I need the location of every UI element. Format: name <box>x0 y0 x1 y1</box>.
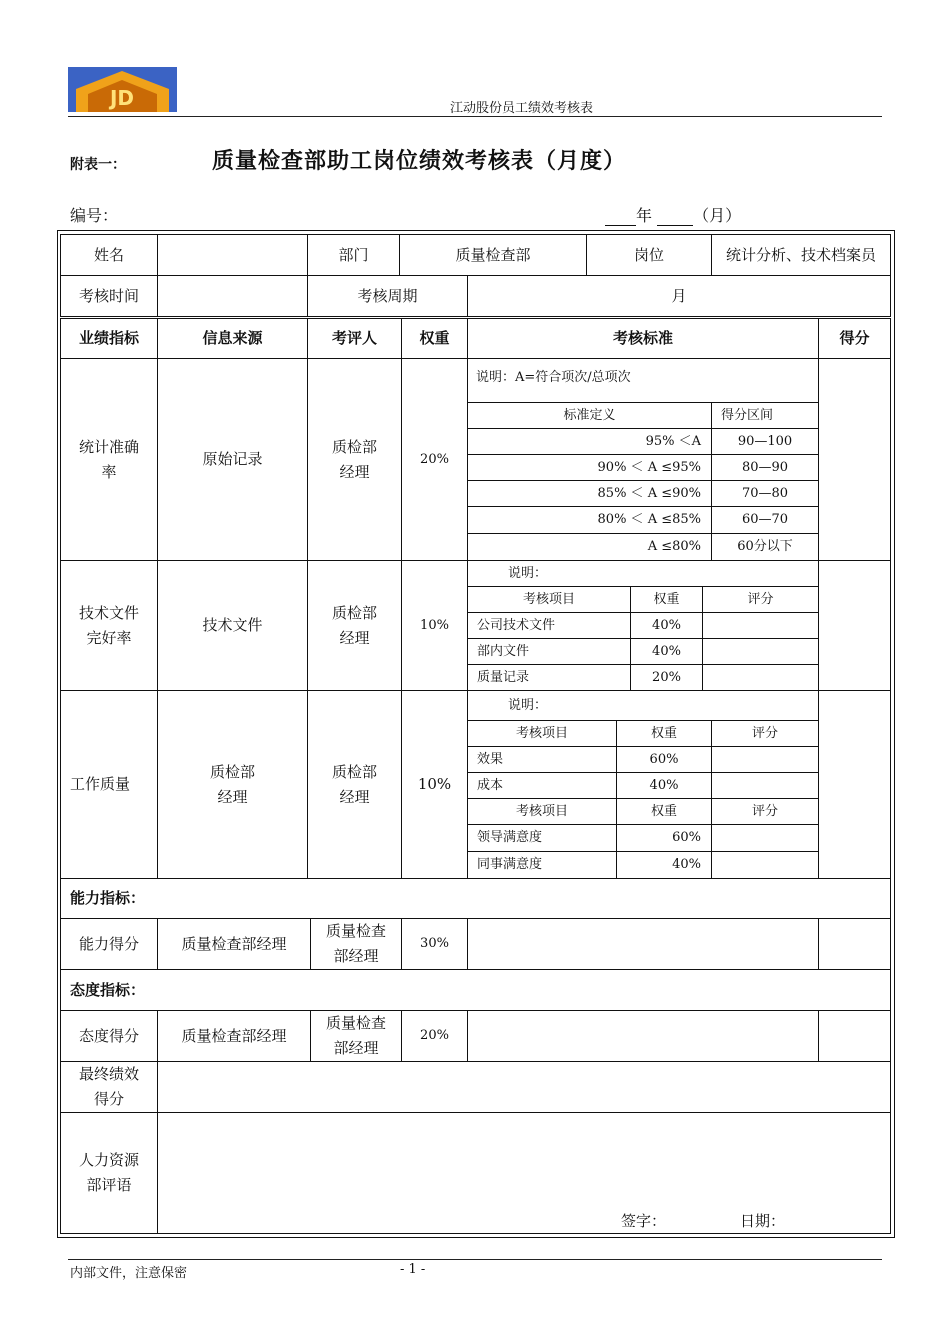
r2-score[interactable] <box>818 560 891 691</box>
ability-source: 质量检查部经理 <box>157 918 311 970</box>
r1-range-2: 80—90 <box>711 454 819 481</box>
r1-def-header: 标准定义 <box>467 402 712 429</box>
r3-weight-a-2: 40% <box>616 772 712 799</box>
r3-weight: 10% <box>401 690 468 879</box>
r3-source: 质检部经理 <box>157 690 308 879</box>
r3-h-rating-b: 评分 <box>711 798 819 825</box>
r2-item-1: 公司技术文件 <box>467 612 631 639</box>
cycle-label: 考核周期 <box>307 275 468 317</box>
header-rule <box>68 116 882 117</box>
r3-weight-a-1: 60% <box>616 746 712 773</box>
r2-weight-3: 20% <box>630 664 703 691</box>
r3-rating-b-1[interactable] <box>711 824 819 852</box>
final-score-value[interactable] <box>157 1061 891 1113</box>
r3-note: 说明： <box>467 690 819 721</box>
r3-h-weight-b: 权重 <box>616 798 712 825</box>
r3-item-a-1: 效果 <box>467 746 617 773</box>
r2-note: 说明： <box>467 560 819 587</box>
final-score-label: 最终绩效得分 <box>60 1061 158 1113</box>
attitude-source: 质量检查部经理 <box>157 1010 311 1062</box>
r2-rating-3[interactable] <box>702 664 819 691</box>
page-number: - 1 - <box>400 1262 426 1277</box>
attitude-section: 态度指标： <box>60 969 891 1011</box>
r2-rater: 质检部经理 <box>307 560 402 691</box>
hr-comment-label: 人力资源部评语 <box>60 1112 158 1234</box>
ability-score[interactable] <box>818 918 891 970</box>
ability-section: 能力指标： <box>60 878 891 919</box>
r3-h-item-b: 考核项目 <box>467 798 617 825</box>
post-label: 岗位 <box>586 234 712 276</box>
r1-range-3: 70—80 <box>711 480 819 507</box>
r2-h-rating: 评分 <box>702 586 819 613</box>
r1-def-5: A ≤80% <box>467 533 712 561</box>
r1-def-2: 90% ＜ A ≤95% <box>467 454 712 481</box>
col-score: 得分 <box>818 318 891 359</box>
name-value[interactable] <box>157 234 308 276</box>
r2-weight-2: 40% <box>630 638 703 665</box>
r1-indicator: 统计准确率 <box>60 358 158 561</box>
ability-weight: 30% <box>401 918 468 970</box>
r1-note: 说明：A=符合项次/总项次 <box>467 358 819 403</box>
r2-item-2: 部内文件 <box>467 638 631 665</box>
col-weight: 权重 <box>401 318 468 359</box>
col-indicator: 业绩指标 <box>60 318 158 359</box>
dept-value: 质量检查部 <box>399 234 587 276</box>
footer-rule <box>68 1259 882 1260</box>
company-logo <box>68 67 177 112</box>
r2-source: 技术文件 <box>157 560 308 691</box>
r1-def-3: 85% ＜ A ≤90% <box>467 480 712 507</box>
r2-rating-1[interactable] <box>702 612 819 639</box>
r1-range-5: 60分以下 <box>711 533 819 561</box>
ability-standard[interactable] <box>467 918 819 970</box>
r2-weight: 10% <box>401 560 468 691</box>
company-form-title: 江动股份员工绩效考核表 <box>450 101 594 116</box>
r3-item-b-2: 同事满意度 <box>467 851 617 879</box>
r3-rating-a-2[interactable] <box>711 772 819 799</box>
r2-rating-2[interactable] <box>702 638 819 665</box>
attitude-label: 态度得分 <box>60 1010 158 1062</box>
r2-weight-1: 40% <box>630 612 703 639</box>
r1-rater: 质检部经理 <box>307 358 402 561</box>
year-blank[interactable] <box>605 210 636 226</box>
r3-rating-b-2[interactable] <box>711 851 819 879</box>
r3-indicator: 工作质量 <box>60 690 158 879</box>
r3-rating-a-1[interactable] <box>711 746 819 773</box>
year-label: 年 <box>636 206 653 225</box>
r1-def-1: 95% ＜A <box>467 428 712 455</box>
r1-score[interactable] <box>818 358 891 561</box>
ability-label: 能力得分 <box>60 918 158 970</box>
month-blank[interactable] <box>657 210 693 226</box>
post-value: 统计分析、技术档案员 <box>711 234 891 276</box>
col-rater: 考评人 <box>307 318 402 359</box>
r1-range-1: 90—100 <box>711 428 819 455</box>
r1-range-4: 60—70 <box>711 506 819 534</box>
logo-text: JD <box>109 86 135 110</box>
r3-item-a-2: 成本 <box>467 772 617 799</box>
code-label: 编号： <box>70 206 119 225</box>
r3-item-b-1: 领导满意度 <box>467 824 617 852</box>
r3-h-item-a: 考核项目 <box>467 720 617 747</box>
r1-source: 原始记录 <box>157 358 308 561</box>
r3-weight-b-2: 40% <box>616 851 712 879</box>
r3-h-weight-a: 权重 <box>616 720 712 747</box>
r1-weight: 20% <box>401 358 468 561</box>
date-label: 日期： <box>740 1212 786 1230</box>
time-value[interactable] <box>157 275 308 317</box>
dept-label: 部门 <box>307 234 400 276</box>
attitude-weight: 20% <box>401 1010 468 1062</box>
r1-range-header: 得分区间 <box>711 402 819 429</box>
r2-indicator: 技术文件完好率 <box>60 560 158 691</box>
month-label: （月） <box>693 206 742 225</box>
ability-rater: 质量检查部经理 <box>310 918 402 970</box>
r3-weight-b-1: 60% <box>616 824 712 852</box>
cycle-value: 月 <box>467 275 891 317</box>
r1-def-4: 80% ＜ A ≤85% <box>467 506 712 534</box>
page-title: 质量检查部助工岗位绩效考核表（月度） <box>212 148 627 174</box>
col-source: 信息来源 <box>157 318 308 359</box>
attitude-score[interactable] <box>818 1010 891 1062</box>
col-standard: 考核标准 <box>467 318 819 359</box>
footer-confidential: 内部文件，注意保密 <box>70 1266 188 1281</box>
attitude-rater: 质量检查部经理 <box>310 1010 402 1062</box>
period-field <box>605 203 741 226</box>
sign-label: 签字： <box>621 1212 667 1230</box>
r2-item-3: 质量记录 <box>467 664 631 691</box>
attitude-standard[interactable] <box>467 1010 819 1062</box>
r3-h-rating-a: 评分 <box>711 720 819 747</box>
r2-h-weight: 权重 <box>630 586 703 613</box>
time-label: 考核时间 <box>60 275 158 317</box>
r2-h-item: 考核项目 <box>467 586 631 613</box>
r3-score[interactable] <box>818 690 891 879</box>
r3-rater: 质检部经理 <box>307 690 402 879</box>
annex-label: 附表一： <box>70 157 126 173</box>
name-label: 姓名 <box>60 234 158 276</box>
